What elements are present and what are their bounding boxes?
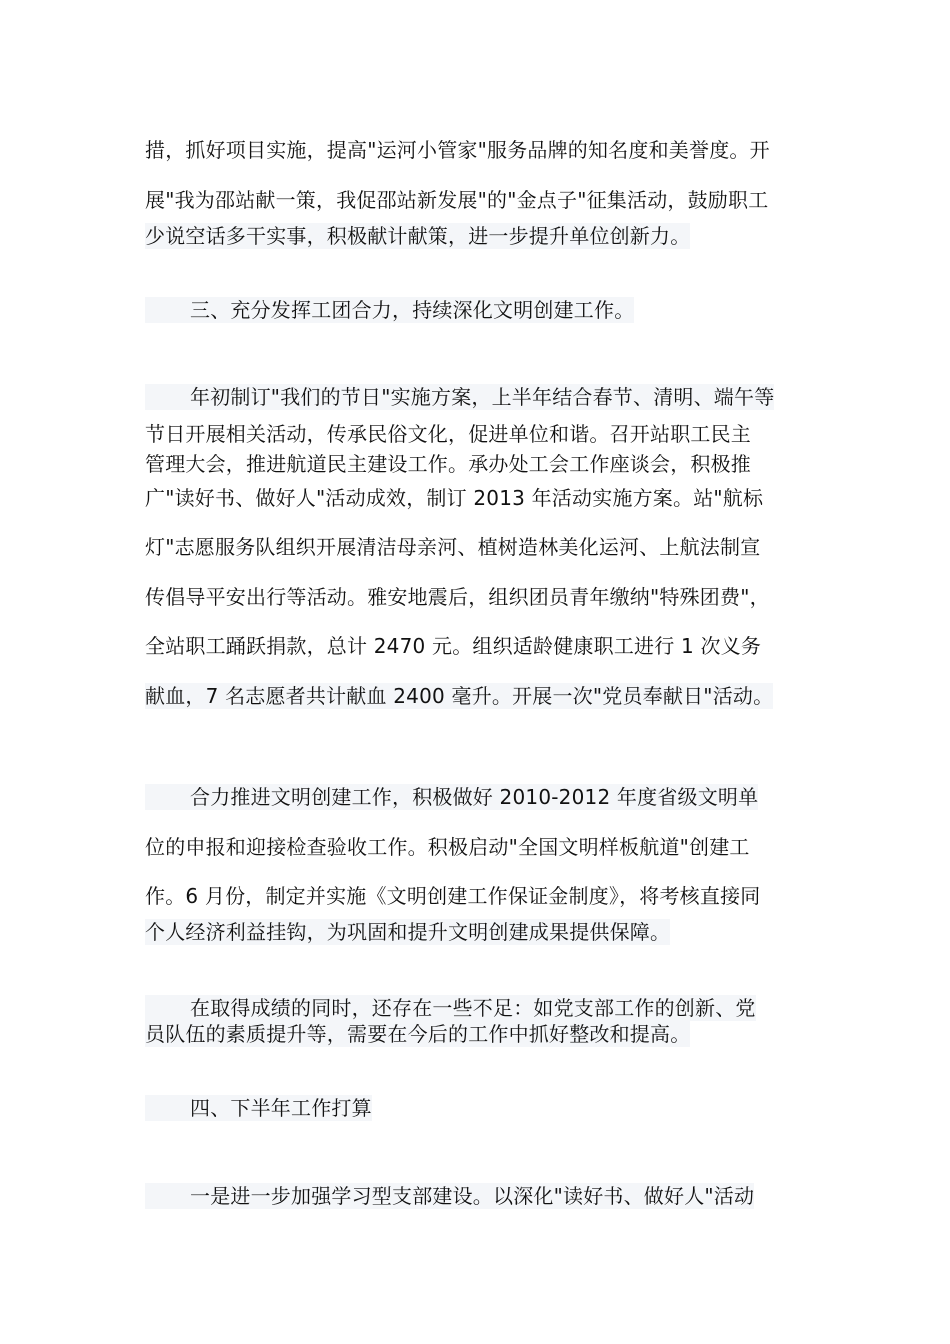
text-line: 传倡导平安出行等活动。雅安地震后，组织团员青年缴纳"特殊团费"， xyxy=(145,585,770,609)
text-line: 措，抓好项目实施，提高"运河小管家"服务品牌的知名度和美誉度。开 xyxy=(145,138,770,162)
text-line: 献血，7 名志愿者共计献血 2400 毫升。开展一次"党员奉献日"活动。 xyxy=(145,684,774,708)
text-line: 少说空话多干实事，积极献计献策，进一步提升单位创新力。 xyxy=(145,224,691,248)
text-line: 管理大会，推进航道民主建设工作。承办处工会工作座谈会，积极推 xyxy=(145,452,751,476)
text-line: 一是进一步加强学习型支部建设。以深化"读好书、做好人"活动 xyxy=(145,1183,754,1209)
text-line: 位的申报和迎接检查验收工作。积极启动"全国文明样板航道"创建工 xyxy=(145,835,750,859)
text-line: 展"我为邵站献一策，我促邵站新发展"的"金点子"征集活动，鼓励职工 xyxy=(145,188,769,212)
text-line: 合力推进文明创建工作，积极做好 2010-2012 年度省级文明单 xyxy=(145,784,758,810)
text-line: 灯"志愿服务队组织开展清洁母亲河、植树造林美化运河、上航法制宣 xyxy=(145,535,761,559)
text-line: 员队伍的素质提升等，需要在今后的工作中抓好整改和提高。 xyxy=(145,1022,691,1046)
text-line: 年初制订"我们的节日"实施方案，上半年结合春节、清明、端午等 xyxy=(145,384,774,410)
section-heading: 四、下半年工作打算 xyxy=(145,1095,372,1121)
text-line: 全站职工踊跃捐款，总计 2470 元。组织适龄健康职工进行 1 次义务 xyxy=(145,634,762,658)
text-line: 作。6 月份，制定并实施《文明创建工作保证金制度》，将考核直接同 xyxy=(145,884,761,908)
text-line: 节日开展相关活动，传承民俗文化，促进单位和谐。召开站职工民主 xyxy=(145,422,751,446)
text-line: 个人经济利益挂钩，为巩固和提升文明创建成果提供保障。 xyxy=(145,920,671,944)
text-line: 在取得成绩的同时，还存在一些不足：如党支部工作的创新、党 xyxy=(145,995,756,1021)
text-line: 广"读好书、做好人"活动成效，制订 2013 年活动实施方案。站"航标 xyxy=(145,486,764,510)
section-heading: 三、充分发挥工团合力，持续深化文明创建工作。 xyxy=(145,297,634,323)
